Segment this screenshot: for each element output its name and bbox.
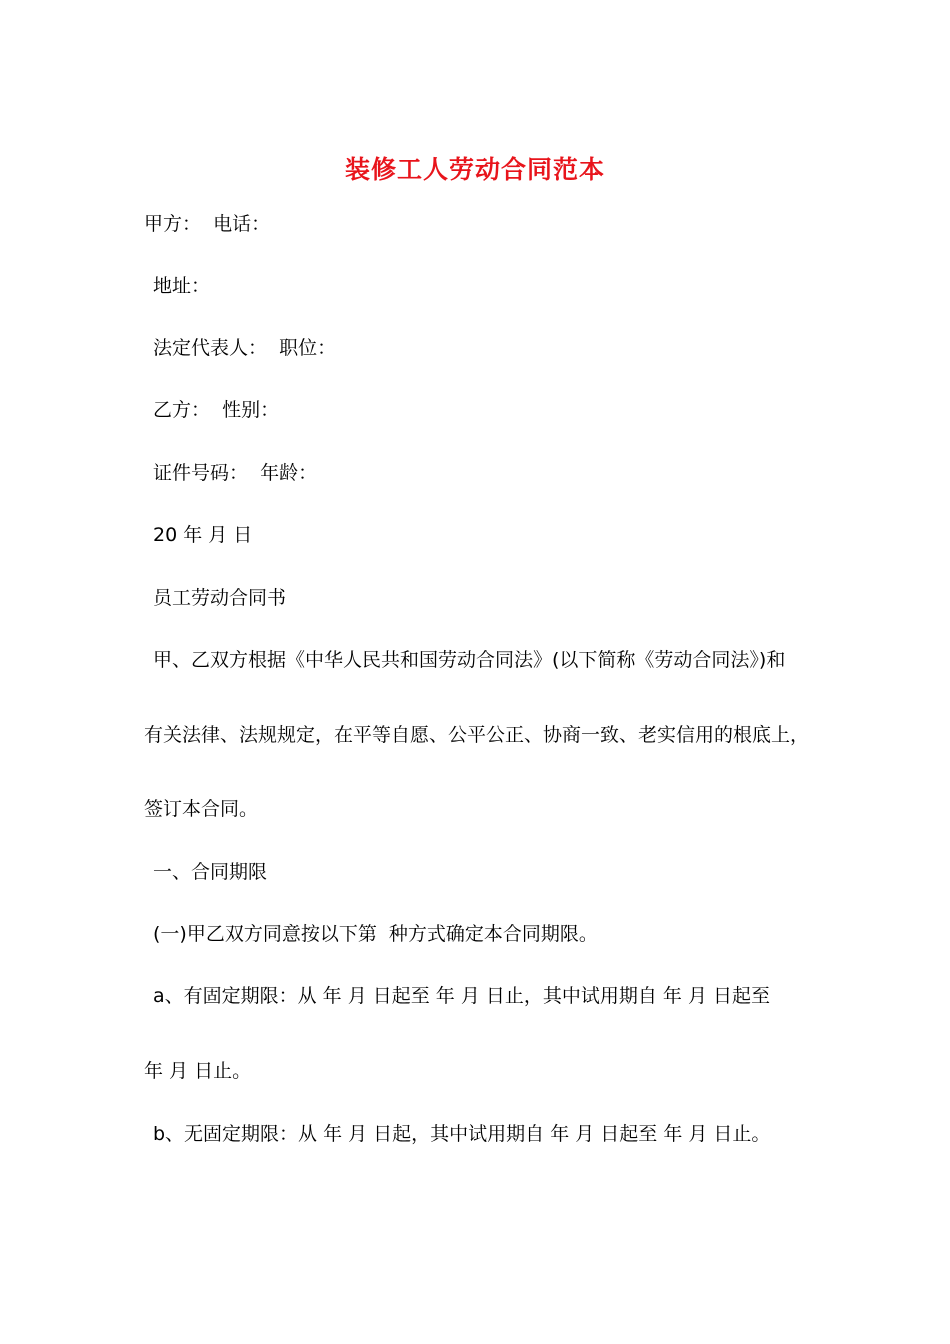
date-line: 20 年 月 日 bbox=[153, 524, 253, 546]
party-a-line: 甲方： 电话： bbox=[144, 213, 271, 235]
preamble-line-1: 甲、乙双方根据《中华人民共和国劳动合同法》(以下简称《劳动合同法》)和 bbox=[153, 649, 786, 671]
preamble-line-3: 签订本合同。 bbox=[144, 798, 259, 820]
id-number-line: 证件号码： 年龄： bbox=[153, 462, 318, 484]
section-heading-term: 一、合同期限 bbox=[153, 861, 268, 883]
legal-representative-line: 法定代表人： 职位： bbox=[153, 337, 337, 359]
clause-term-choice: (一)甲乙双方同意按以下第 种方式确定本合同期限。 bbox=[153, 923, 598, 945]
clause-open-term: b、无固定期限：从 年 月 日起，其中试用期自 年 月 日起至 年 月 日止。 bbox=[153, 1123, 771, 1145]
party-b-line: 乙方： 性别： bbox=[153, 399, 280, 421]
contract-subtitle: 员工劳动合同书 bbox=[153, 587, 287, 609]
document-title: 装修工人劳动合同范本 bbox=[344, 155, 605, 184]
clause-fixed-term-2: 年 月 日止。 bbox=[144, 1060, 252, 1082]
clause-fixed-term-1: a、有固定期限：从 年 月 日起至 年 月 日止，其中试用期自 年 月 日起至 bbox=[153, 985, 771, 1007]
preamble-line-2: 有关法律、法规规定，在平等自愿、公平公正、协商一致、老实信用的根底上， bbox=[144, 724, 810, 746]
address-line: 地址： bbox=[153, 275, 211, 297]
